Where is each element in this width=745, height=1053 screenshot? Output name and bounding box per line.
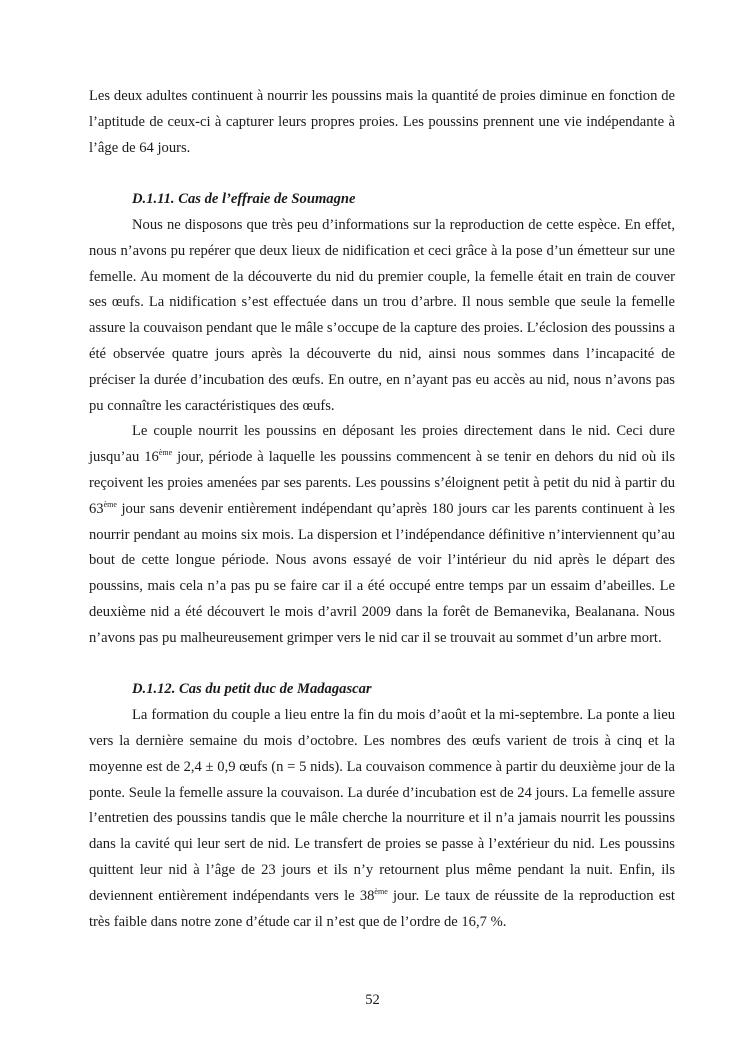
paragraph-text: jour sans devenir entièrement indépendant qu’après 180 jours car les parents continuent à les nourrir pendant au moins six mois. La dispersion et l’indépendance définitive n’interviennent qu’au bout de cette longue période. Nous avons essayé de voir l’intérieur du nid après le départ des poussins, mais cela n’a pas pu se faire car il a été occupé entre temps par un essaim d’abeilles. Le deuxième nid a été découvert le mois d’avril 2009 dans la forêt de Bemanevika, Bealanana. Nous n’avons pas pu malheureusement grimper vers le nid car il se trouvait au sommet d’un arbre mort.	[89, 500, 675, 646]
paragraph-text: Le couple nourrit les poussins en déposant les proies directement dans le nid. Ceci dure jusqu’au 16	[89, 423, 675, 466]
section-spacer	[89, 161, 675, 187]
section-d111-paragraph-1: Nous ne disposons que très peu d’informations sur la reproduction de cette espèce. En effet, nous n’avons pu repérer que deux lieux de nidification et ceci grâce à la pose d’un émetteur sur une femelle. Au moment de la découverte du nid du premier couple, la femelle était en train de couver ses œufs. La nidification s’est effectuée dans un trou d’arbre. Il nous semble que seule la femelle assure la couvaison pendant que le mâle s’occupe de la capture des proies. L’éclosion des poussins a été observée quatre jours après la découverte du nid, ainsi nous sommes dans l’incapacité de préciser la durée d’incubation des œufs. En outre, en n’ayant pas eu accès au nid, nous n’avons pas pu connaître les caractéristiques des œufs.	[89, 216, 675, 414]
paragraph-text: jour. Le taux de réussite de la reproduction est très faible dans notre zone d’étude car il n’est que de l’ordre de 16,7 %.	[89, 887, 675, 930]
paragraph-text: jour, période à laquelle les poussins commencent à se tenir en dehors du nid où ils reçoivent les proies amenées par ses parents. Les poussins s’éloignent petit à petit du nid à partir du 63	[89, 449, 675, 517]
section-d111-paragraph-2	[89, 419, 675, 651]
paragraph-text: La formation du couple a lieu entre la fin du mois d’août et la mi-septembre. La ponte a lieu vers la dernière semaine du mois d’octobre. Les nombres des œufs varient de trois à cinq et la moyenne est de 2,4 ± 0,9 œufs (n = 5 nids). La couvaison commence à partir du deuxième jour de la ponte. Seule la femelle assure la couvaison. La durée d’incubation est de 24 jours. La femelle assure l’entretien des poussins tandis que le mâle cherche la nourriture et il n’a jamais nourrit les poussins dans la cavité qui leur sert de nid. Le transfert de proies se passe à l’extérieur du nid. Les poussins quittent leur nid à l’âge de 23 jours et ils n’y retournent plus même pendant la nuit. Enfin, ils deviennent entièrement indépendants vers le 38	[89, 707, 675, 904]
superscript-ordinal: ème	[374, 886, 388, 896]
page-number: 52	[365, 992, 380, 1008]
section-spacer	[89, 652, 675, 678]
section-d112-paragraph-1	[89, 703, 675, 935]
section-heading-d111: D.1.11. Cas de l’effraie de Soumagne	[132, 191, 356, 208]
page-body	[89, 84, 675, 935]
superscript-ordinal: ème	[103, 499, 117, 509]
intro-paragraph: Les deux adultes continuent à nourrir les poussins mais la quantité de proies diminue en fonction de l’aptitude de ceux-ci à capturer leurs propres proies. Les poussins prennent une vie indépendante à l’âge de 64 jours.	[89, 88, 675, 156]
superscript-ordinal: ème	[158, 448, 173, 458]
section-heading-d112: D.1.12. Cas du petit duc de Madagascar	[132, 681, 372, 698]
